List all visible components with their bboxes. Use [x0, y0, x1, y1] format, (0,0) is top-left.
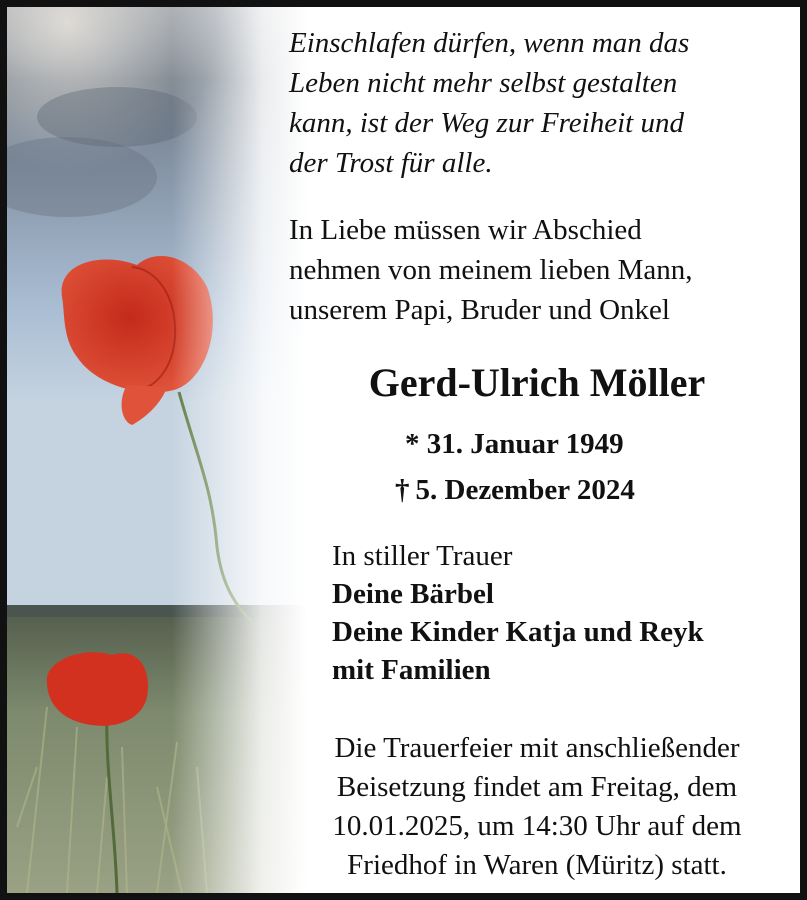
poem-line: Leben nicht mehr selbst gestalten — [289, 67, 678, 99]
ceremony-info — [277, 729, 797, 885]
ceremony-line: 10.01.2025, um 14:30 Uhr auf dem — [332, 810, 742, 842]
poem — [289, 23, 789, 183]
ceremony-line: Beisetzung findet am Freitag, dem — [336, 771, 738, 803]
ceremony-line: Friedhof in Waren (Müritz) statt. — [347, 849, 727, 881]
intro-line: In Liebe müssen wir Abschied — [289, 214, 642, 246]
mourners — [332, 537, 802, 689]
poem-line: der Trost für alle. — [289, 147, 493, 179]
ceremony-line: Die Trauerfeier mit anschließender — [334, 732, 740, 764]
mourner-name: Deine Kinder Katja und Reyk — [332, 616, 704, 648]
poem-line: kann, ist der Weg zur Freiheit und — [289, 107, 684, 139]
mourner-name: Deine Bärbel — [332, 578, 494, 610]
deceased-name: Gerd-Ulrich Möller — [368, 360, 706, 405]
intro-line: unserem Papi, Bruder und Onkel — [289, 294, 670, 326]
poem-line: Einschlafen dürfen, wenn man das — [289, 27, 690, 59]
birth-date: * 31. Januar 1949 — [405, 428, 624, 460]
mourner-name: mit Familien — [332, 654, 491, 686]
mourners-intro: In stiller Trauer — [332, 540, 513, 572]
death-date-line — [395, 470, 635, 510]
death-date: 5. Dezember 2024 — [415, 474, 635, 506]
cross-icon: † — [395, 474, 410, 506]
poppy-photo — [7, 7, 307, 893]
intro-line: nehmen von meinem lieben Mann, — [289, 254, 693, 286]
announcement-intro — [289, 210, 789, 330]
